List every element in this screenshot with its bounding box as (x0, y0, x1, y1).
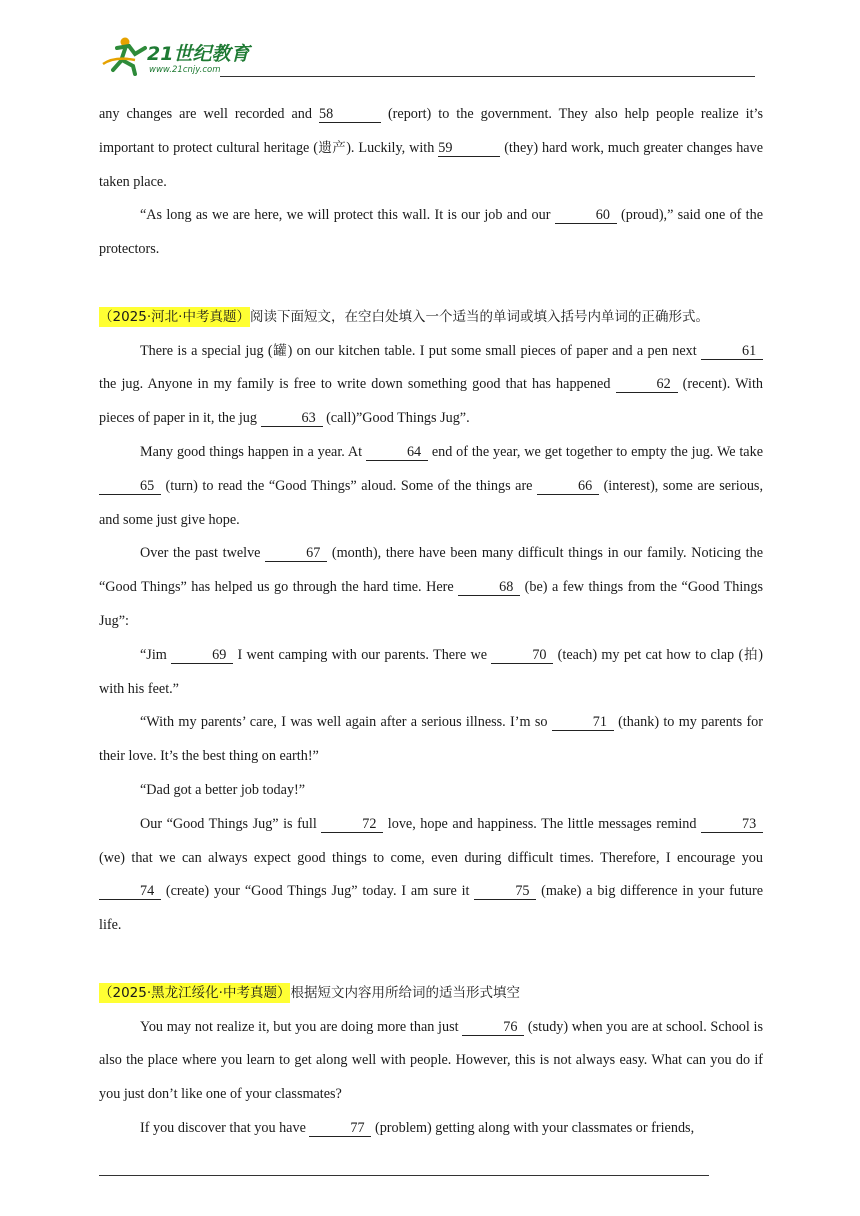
blank-66[interactable]: 66 (537, 478, 599, 495)
blank-77[interactable]: 77 (309, 1120, 371, 1137)
blank-73[interactable]: 73 (701, 816, 763, 833)
logo-text: 21世纪教育 (147, 43, 250, 65)
blank-64[interactable]: 64 (366, 444, 428, 461)
document-body (99, 98, 763, 1146)
blank-70[interactable]: 70 (491, 647, 553, 664)
section-heading-hebei (99, 301, 763, 335)
instruction: 阅读下面短文，在空白处填入一个适当的单词或填入括号内单词的正确形式。 (249, 308, 709, 325)
instruction: 根据短文内容用所给词的适当形式填空 (290, 984, 520, 1001)
passage-hebei (99, 335, 763, 943)
paragraph: any changes are well recorded and 58 (report) to the government. They also help people realize it’s important to protect cultural heritage (遗产). Luckily, with 59 (they) hard work, much greater changes have taken place. (99, 106, 763, 190)
blank-76[interactable]: 76 (462, 1019, 524, 1036)
paragraph: There is a special jug (罐) on our kitchen table. I put some small pieces of paper and a pen next 61 the jug. Anyone in my family is free to write down something good that has happened 62 (recent). With pieces of paper in it, the jug 63 (call)”Good Things Jug”. (99, 342, 763, 427)
blank-75[interactable]: 75 (474, 883, 536, 900)
paragraph: “Dad got a better job today!” (140, 781, 306, 798)
paragraph: “Jim 69 I went camping with our parents. There we 70 (teach) my pet cat how to clap (拍) with his feet.” (99, 646, 764, 697)
page-header (95, 30, 755, 80)
blank-58[interactable]: 58 (319, 106, 381, 123)
chinese-gloss: 拍 (743, 646, 759, 663)
footer-rule (99, 1175, 709, 1176)
blank-74[interactable]: 74 (99, 883, 161, 900)
passage-heilongjiang (99, 1011, 763, 1146)
source-tag: （2025·黑龙江绥化·中考真题） (99, 984, 291, 1001)
paragraph: Our “Good Things Jug” is full 72 love, hope and happiness. The little messages remind 73 (we) that we can always expect good things to come, even during difficult times. Therefore, I encourage you 74 (create) your “Good Things Jug” today. I am sure it 75 (make) a big difference in your future life. (99, 815, 763, 934)
logo-url: www.21cnjy.com (149, 65, 221, 75)
chinese-gloss: 遗产 (318, 139, 347, 156)
blank-60[interactable]: 60 (555, 207, 617, 224)
blank-61[interactable]: 61 (701, 343, 763, 360)
chinese-gloss: 罐 (272, 342, 288, 359)
blank-62[interactable]: 62 (616, 376, 678, 393)
blank-71[interactable]: 71 (552, 714, 614, 731)
paragraph: “As long as we are here, we will protect this wall. It is our job and our 60 (proud),” said one of the protectors. (99, 207, 763, 258)
blank-68[interactable]: 68 (458, 579, 520, 596)
paragraph: If you discover that you have 77 (problem) getting along with your classmates or friends, (140, 1119, 695, 1136)
paragraph: “With my parents’ care, I was well again after a serious illness. I’m so 71 (thank) to my parents for their love. It’s the best thing on earth!” (99, 714, 763, 765)
header-rule (220, 76, 755, 77)
blank-67[interactable]: 67 (265, 545, 327, 562)
source-tag: （2025·河北·中考真题） (99, 308, 250, 325)
blank-63[interactable]: 63 (261, 410, 323, 427)
21cnjy-logo (95, 34, 265, 76)
blank-72[interactable]: 72 (321, 816, 383, 833)
blank-69[interactable]: 69 (171, 647, 233, 664)
paragraph: You may not realize it, but you are doing more than just 76 (study) when you are at school. School is also the place where you learn to get along well with people. However, this is not always easy. What can you do if you just don’t like one of your classmates? (99, 1018, 763, 1103)
passage-continued (99, 98, 763, 267)
paragraph: Over the past twelve 67 (month), there have been many difficult things in our family. Noticing the “Good Things” has helped us go through the hard time. Here 68 (be) a few things from the “Good Things Jug”: (99, 545, 763, 629)
paragraph: Many good things happen in a year. At 64 end of the year, we get together to empty the jug. We take 65 (turn) to read the “Good Things” aloud. Some of the things are 66 (interest), some are serious, and some just give hope. (99, 443, 763, 528)
blank-65[interactable]: 65 (99, 478, 161, 495)
blank-59[interactable]: 59 (438, 140, 500, 157)
section-heading-heilongjiang (99, 977, 763, 1011)
